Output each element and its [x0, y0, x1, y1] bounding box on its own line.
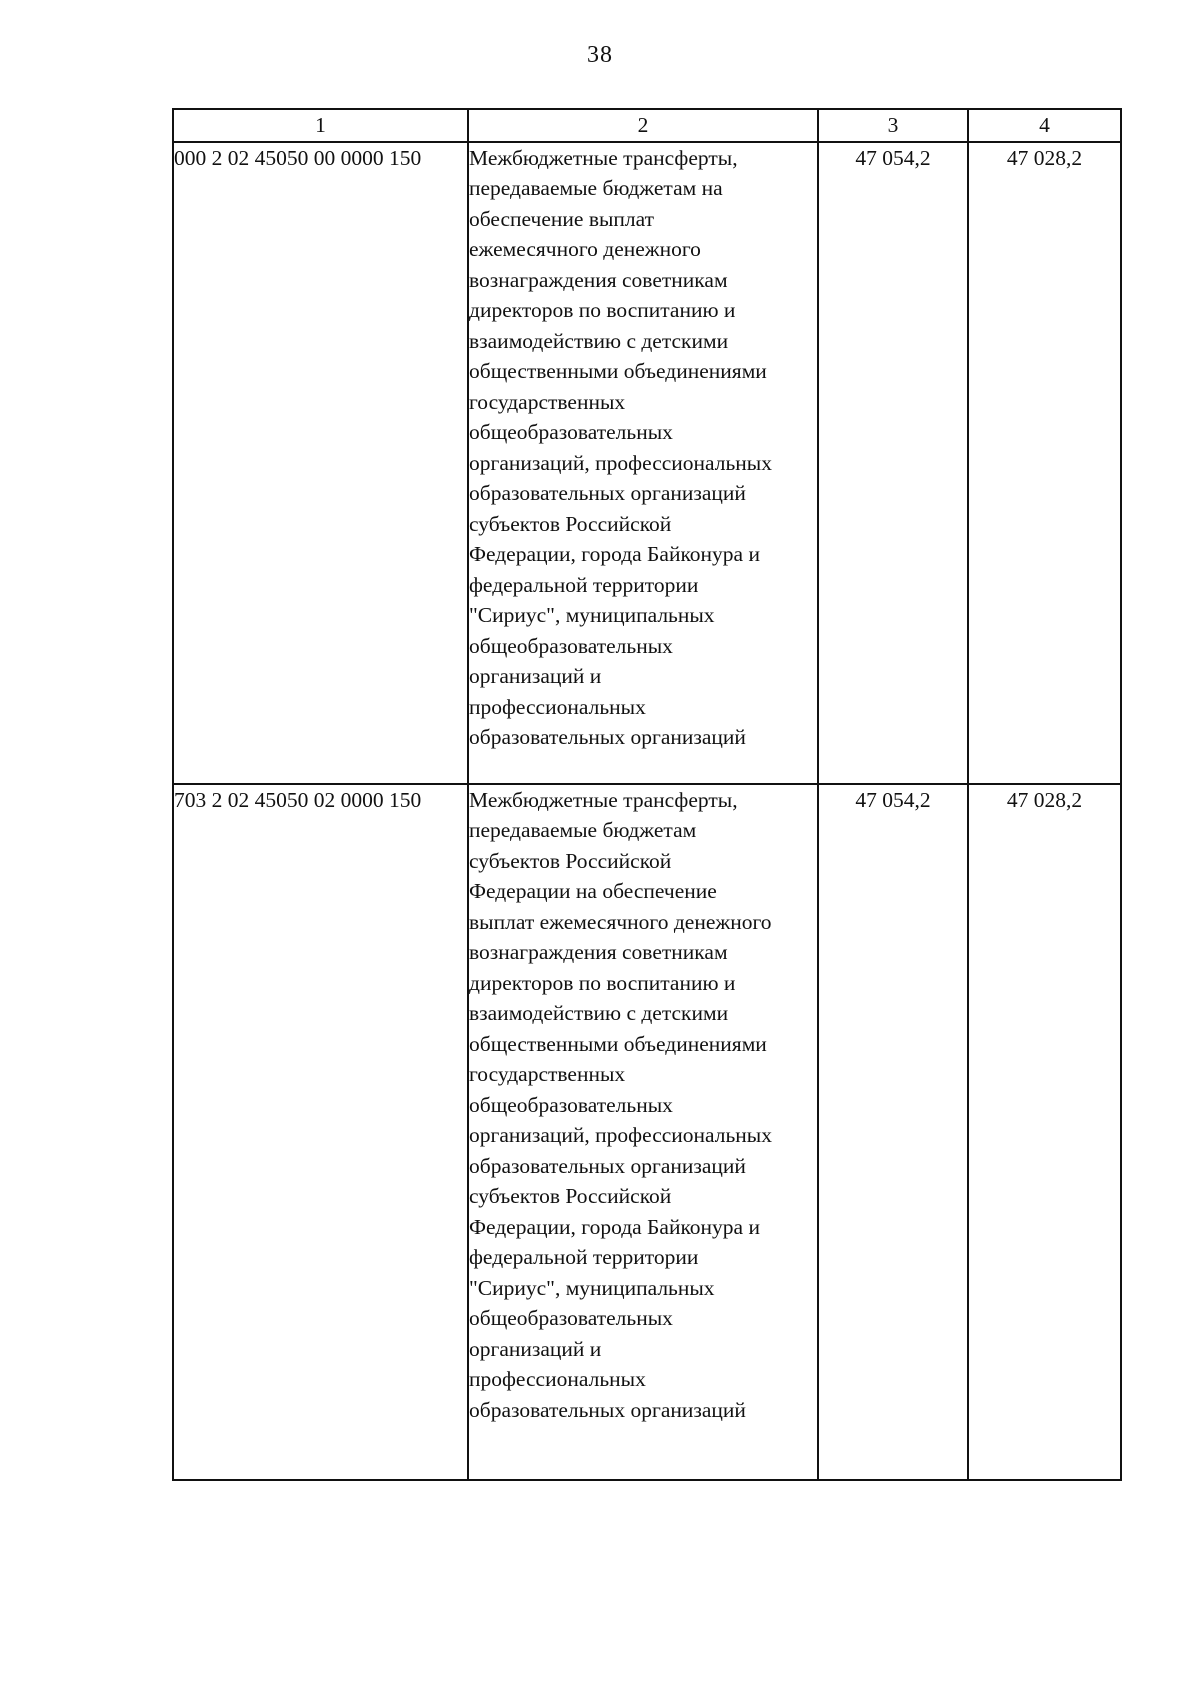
- description-line: субъектов Российской: [469, 1184, 672, 1208]
- column-header-3: 3: [818, 109, 968, 142]
- description-line: организаций, профессиональных: [469, 1123, 773, 1147]
- description-cell: [468, 142, 818, 784]
- description-line: общеобразовательных: [469, 633, 673, 658]
- budget-code-cell: 703 2 02 45050 02 0000 150: [173, 784, 468, 1480]
- description-line: Федерации, города Байконура и: [469, 542, 760, 566]
- budget-code-cell: 000 2 02 45050 00 0000 150: [173, 142, 468, 784]
- description-line: федеральной территории: [469, 572, 699, 597]
- description-line: Межбюджетные трансферты,: [469, 787, 738, 812]
- description-line: общеобразовательных: [469, 1306, 673, 1330]
- description-line: образовательных организаций: [469, 481, 746, 505]
- description-cell: [468, 784, 818, 1480]
- description-line: организаций и: [469, 1336, 602, 1361]
- amount-col3-cell: 47 054,2: [818, 784, 968, 1480]
- description-line: ежемесячного денежного: [469, 237, 701, 261]
- description-line: организаций, профессиональных: [469, 450, 773, 475]
- description-line: образовательных организаций: [469, 1153, 746, 1178]
- description-line: субъектов Российской: [469, 848, 672, 873]
- description-line: директоров по воспитанию и: [469, 298, 736, 322]
- column-header-2: 2: [468, 109, 818, 142]
- description-line: Межбюджетные трансферты,: [469, 145, 738, 170]
- description-line: передаваемые бюджетам: [469, 818, 697, 842]
- column-header-1: 1: [173, 109, 468, 142]
- table-row: [173, 142, 1121, 784]
- description-line: взаимодействию с детскими: [469, 328, 729, 353]
- description-line: федеральной территории: [469, 1245, 699, 1269]
- amount-col4-cell: 47 028,2: [968, 142, 1121, 784]
- description-line: общеобразовательных: [469, 420, 673, 444]
- header-row: [173, 109, 1121, 142]
- description-line: "Сириус", муниципальных: [469, 1275, 715, 1300]
- description-line: организаций и: [469, 664, 602, 688]
- description-line: Федерации, города Байконура и: [469, 1214, 760, 1239]
- description-line: директоров по воспитанию и: [469, 970, 736, 995]
- description-line: обеспечение выплат: [469, 206, 655, 231]
- description-line: профессиональных: [469, 694, 646, 719]
- description-line: образовательных организаций: [469, 1397, 746, 1422]
- description-line: передаваемые бюджетам на: [469, 176, 723, 200]
- amount-col4-cell: 47 028,2: [968, 784, 1121, 1480]
- description-line: государственных: [469, 1062, 626, 1086]
- description-line: субъектов Российской: [469, 511, 672, 536]
- description-line: государственных: [469, 389, 626, 414]
- column-header-4: 4: [968, 109, 1121, 142]
- description-line: "Сириус", муниципальных: [469, 603, 715, 627]
- amount-col3-cell: 47 054,2: [818, 142, 968, 784]
- budget-table: [172, 108, 1122, 1481]
- description-line: профессиональных: [469, 1367, 646, 1391]
- description-line: общественными объединениями: [469, 1031, 767, 1056]
- description-line: Федерации на обеспечение: [469, 879, 717, 903]
- description-line: общественными объединениями: [469, 359, 767, 383]
- page-number: 38: [587, 42, 613, 68]
- description-line: выплат ежемесячного денежного: [469, 909, 772, 934]
- table-row: [173, 784, 1121, 1480]
- description-line: взаимодействию с детскими: [469, 1001, 729, 1025]
- description-line: вознаграждения советникам: [469, 940, 728, 964]
- description-line: вознаграждения советникам: [469, 267, 728, 292]
- description-line: общеобразовательных: [469, 1092, 673, 1117]
- description-line: образовательных организаций: [469, 725, 746, 749]
